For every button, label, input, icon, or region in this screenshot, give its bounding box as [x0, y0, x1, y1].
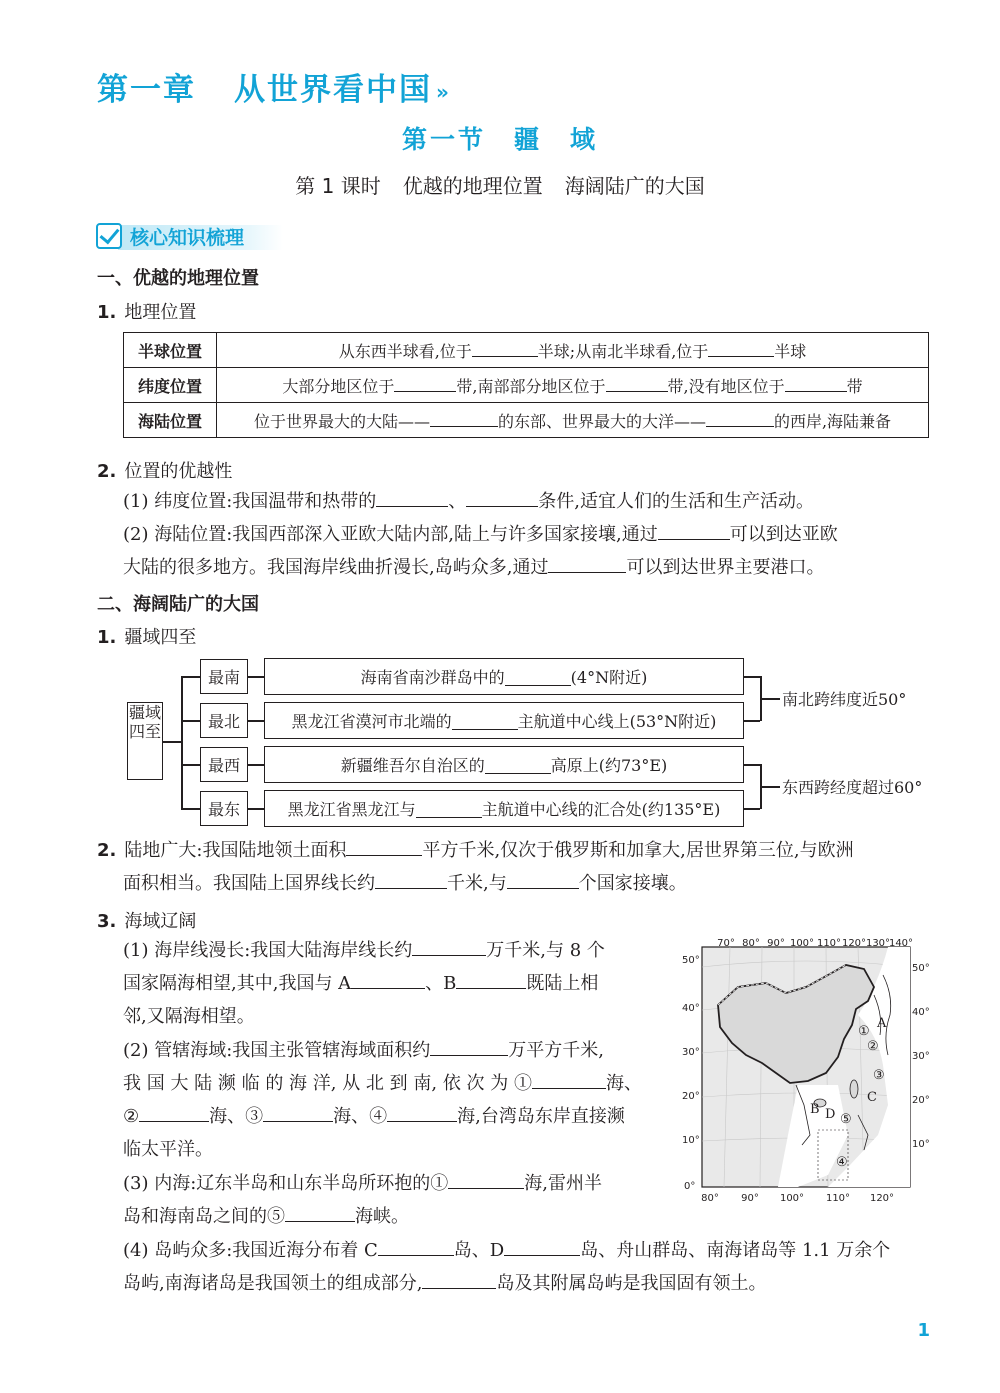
part2-heading: 二、海阔陆广的大国	[97, 594, 259, 615]
row-key: 纬度位置	[124, 368, 217, 403]
ns-span-label: 南北跨纬度近50°	[782, 690, 907, 709]
row-value: 从东西半球看,位于 半球;从南北半球看,位于 半球	[217, 333, 929, 368]
map-label-4: ④	[836, 1155, 848, 1170]
chapter-number: 第一章	[97, 72, 196, 108]
part1-item2: 2. 位置的优越性	[97, 461, 233, 482]
map-label-A: A	[877, 1016, 887, 1031]
location-table	[123, 332, 929, 438]
china-map	[678, 935, 930, 1205]
row-value: 位于世界最大的大陆—— 的东部、世界最大的大洋—— 的西岸,海陆兼备	[217, 403, 929, 438]
map-tick: 120°	[869, 1193, 895, 1204]
paragraph-line: ② 海、③ 海、④ 海,台湾岛东岸直接濒	[123, 1100, 625, 1133]
lesson-number: 第 1 课时	[295, 174, 381, 198]
section-title: 第一节 疆 域	[401, 125, 598, 154]
map-tick: 80°	[701, 1193, 719, 1204]
map-tick: 110°	[816, 938, 842, 949]
map-label-5: ⑤	[840, 1112, 852, 1127]
direction-label: 最北	[200, 703, 248, 738]
map-bottom-ticks	[701, 1193, 894, 1204]
map-tick: 110°	[825, 1193, 851, 1204]
paragraph-line: 邻,又隔海相望。	[123, 1006, 255, 1027]
map-tick: 70°	[717, 938, 735, 949]
map-tick: 90°	[741, 1193, 759, 1204]
map-left-ticks	[682, 955, 700, 1192]
map-tick: 120°	[841, 938, 867, 949]
lesson-title	[0, 170, 1000, 199]
extreme-point-box: 黑龙江省黑龙江与 主航道中心线的汇合处(约135°E)	[264, 790, 744, 827]
chapter-name: 从世界看中国	[234, 72, 432, 108]
paragraph-line: 临太平洋。	[123, 1139, 213, 1160]
paragraph-line: 面积相当。我国陆上国界线长约 千米,与 个国家接壤。	[123, 867, 687, 900]
map-label-C: C	[867, 1090, 877, 1105]
part1-item1: 1. 地理位置	[97, 302, 197, 323]
row-key: 半球位置	[124, 333, 217, 368]
checkbox-icon	[96, 223, 122, 249]
paragraph-line: 大陆的很多地方。我国海岸线曲折漫长,岛屿众多,通过 可以到达世界主要港口。	[123, 551, 824, 584]
map-right-ticks	[912, 963, 930, 1150]
section-banner	[96, 219, 286, 253]
map-label-1: ①	[858, 1024, 870, 1039]
map-tick: 20°	[682, 1091, 700, 1102]
double-chevron-icon: »	[436, 79, 451, 104]
paragraph-line: 2. 陆地广大:我国陆地领土面积 平方千米,仅次于俄罗斯和加拿大,居世界第三位,与欧洲	[97, 834, 854, 867]
part1-heading: 一、优越的地理位置	[97, 268, 259, 289]
extreme-point-box: 海南省南沙群岛中的 (4°N附近)	[264, 658, 744, 695]
map-tick: 10°	[912, 1139, 930, 1150]
direction-label: 最东	[200, 791, 248, 826]
part2-item3: 3. 海域辽阔	[97, 911, 197, 932]
paragraph-line: (2) 海陆位置:我国西部深入亚欧大陆内部,陆上与许多国家接壤,通过 可以到达亚欧	[123, 518, 838, 551]
paragraph-line: 岛屿,南海诸岛是我国领土的组成部分, 岛及其附属岛屿是我国固有领土。	[123, 1267, 766, 1300]
direction-label: 最南	[200, 659, 248, 694]
map-tick: 30°	[912, 1051, 930, 1062]
map-tick: 50°	[682, 955, 700, 966]
lesson-title-a: 优越的地理位置	[402, 174, 543, 198]
map-tick: 40°	[912, 1007, 930, 1018]
map-label-2: ②	[867, 1039, 879, 1054]
map-tick: 30°	[682, 1047, 700, 1058]
lesson-title-b: 海阔陆广的大国	[564, 174, 705, 198]
map-tick: 50°	[912, 963, 930, 974]
direction-label: 最西	[200, 747, 248, 782]
row-key: 海陆位置	[124, 403, 217, 438]
paragraph-line: (1) 海岸线漫长:我国大陆海岸线长约 万千米,与 8 个	[123, 934, 605, 967]
banner-label: 核心知识梳理	[130, 227, 245, 249]
map-tick: 80°	[742, 938, 760, 949]
map-tick: 130°	[865, 938, 891, 949]
paragraph-line: 我 国 大 陆 濒 临 的 海 洋, 从 北 到 南, 依 次 为 ① 海、	[123, 1067, 642, 1100]
page-number: 1	[917, 1320, 930, 1341]
map-tick: 40°	[682, 1003, 700, 1014]
map-label-B: B	[810, 1102, 820, 1117]
map-label-D: D	[825, 1107, 836, 1122]
table-row	[124, 333, 929, 368]
extreme-point-box: 黑龙江省漠河市北端的 主航道中心线上(53°N附近)	[264, 702, 744, 739]
part2-item1: 1. 疆域四至	[97, 627, 197, 648]
extreme-point-box: 新疆维吾尔自治区的 高原上(约73°E)	[264, 746, 744, 783]
table-row	[124, 403, 929, 438]
row-value: 大部分地区位于 带,南部部分地区位于 带,没有地区位于 带	[217, 368, 929, 403]
paragraph-line: (2) 管辖海域:我国主张管辖海域面积约 万平方千米,	[123, 1034, 604, 1067]
map-tick: 90°	[767, 938, 785, 949]
map-tick: 140°	[888, 938, 914, 949]
map-tick: 10°	[682, 1135, 700, 1146]
map-tick: 20°	[912, 1095, 930, 1106]
paragraph-line: (4) 岛屿众多:我国近海分布着 C 岛、D 岛、舟山群岛、南海诸岛等 1.1 万余个	[123, 1234, 890, 1267]
table-row	[124, 368, 929, 403]
chapter-title	[97, 64, 451, 109]
map-tick: 100°	[789, 938, 815, 949]
paragraph-line: (1) 纬度位置:我国温带和热带的 、 条件,适宜人们的生活和生产活动。	[123, 485, 814, 518]
map-tick: 0°	[684, 1181, 696, 1192]
map-label-3: ③	[873, 1068, 885, 1083]
map-tick: 100°	[779, 1193, 805, 1204]
territory-root: 疆域四至	[127, 702, 163, 780]
paragraph-line: 岛和海南岛之间的⑤ 海峡。	[123, 1200, 409, 1233]
ew-span-label: 东西跨经度超过60°	[782, 778, 923, 797]
paragraph-line: 国家隔海相望,其中,我国与 A 、B 既陆上相	[123, 967, 598, 1000]
paragraph-line: (3) 内海:辽东半岛和山东半岛所环抱的① 海,雷州半	[123, 1167, 602, 1200]
